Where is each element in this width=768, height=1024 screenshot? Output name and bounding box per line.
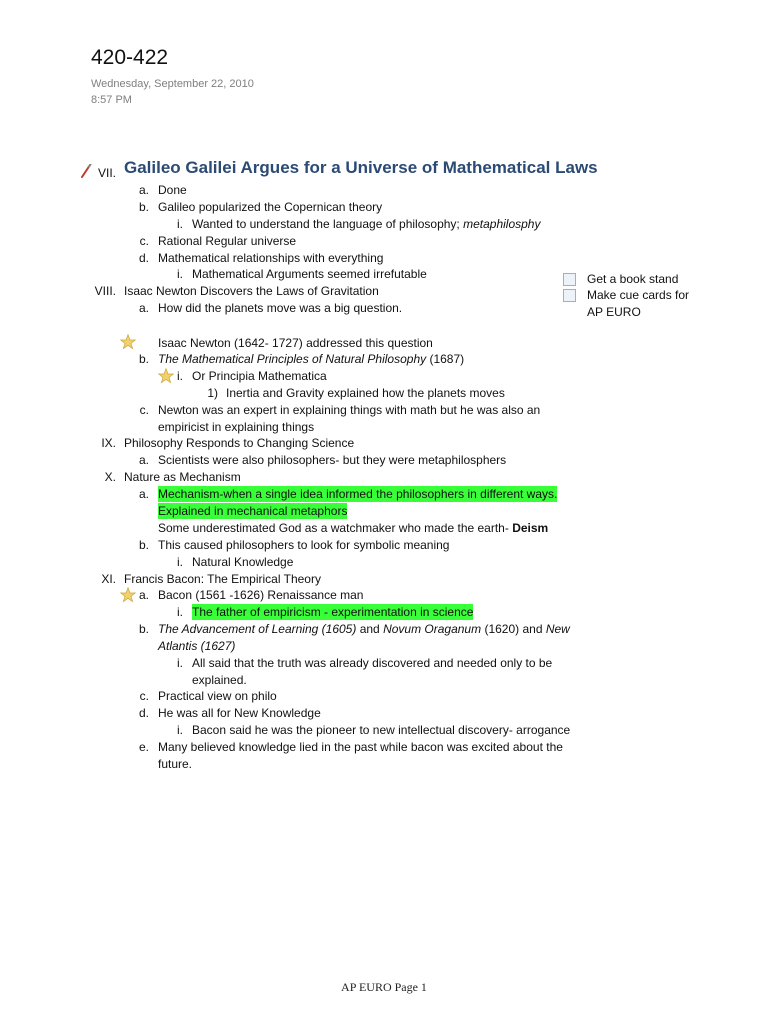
outline-marker: VII. bbox=[97, 166, 116, 180]
outline-text: Isaac Newton Discovers the Laws of Gravitation bbox=[124, 284, 379, 298]
outline-text: Newton was an expert in explaining things with math but he was also an bbox=[158, 403, 541, 417]
outline-text: (1687) bbox=[426, 352, 465, 366]
outline-text: Wanted to understand the language of philosophy; bbox=[192, 217, 464, 231]
highlighted-text: The father of empiricism - experimentation in science bbox=[192, 605, 474, 619]
outline-text: Mathematical relationships with everything bbox=[158, 251, 384, 265]
outline-text: Francis Bacon: The Empirical Theory bbox=[124, 572, 321, 586]
page-date: Wednesday, September 22, 2010 bbox=[91, 78, 254, 90]
checkbox-icon[interactable] bbox=[563, 289, 576, 302]
task-item-book-stand: Get a book stand bbox=[587, 272, 679, 286]
outline-text: Bacon said he was the pioneer to new intellectual discovery- arrogance bbox=[192, 723, 571, 737]
star-icon bbox=[120, 334, 136, 350]
outline-text: Scientists were also philosophers- but they were metaphilosphers bbox=[158, 453, 507, 467]
outline-marker: d. bbox=[138, 706, 149, 720]
outline-text: explained. bbox=[192, 673, 247, 687]
outline-marker: X. bbox=[104, 470, 116, 484]
outline-marker: a. bbox=[138, 588, 149, 602]
outline-text: Practical view on philo bbox=[158, 689, 277, 703]
page-title: 420-422 bbox=[91, 46, 169, 69]
outline-text-italic: New bbox=[545, 622, 570, 636]
outline-marker: c. bbox=[139, 234, 149, 248]
outline-text: Many believed knowledge lied in the past while bacon was excited about the bbox=[158, 740, 563, 754]
outline-text: Natural Knowledge bbox=[192, 555, 294, 569]
outline-text: Philosophy Responds to Changing Science bbox=[124, 436, 355, 450]
outline-text-bold: Deism bbox=[512, 521, 549, 535]
outline-marker: a. bbox=[138, 301, 149, 315]
outline-marker: d. bbox=[138, 251, 149, 265]
outline-marker: b. bbox=[138, 200, 149, 214]
outline-text: Galileo popularized the Copernican theory bbox=[158, 200, 383, 214]
outline-marker: i. bbox=[177, 369, 183, 383]
outline-marker: i. bbox=[177, 217, 183, 231]
outline-marker: i. bbox=[177, 555, 183, 569]
outline-text: He was all for New Knowledge bbox=[158, 706, 321, 720]
outline-marker: c. bbox=[139, 403, 149, 417]
outline-marker: a. bbox=[138, 453, 149, 467]
outline-marker: a. bbox=[138, 487, 149, 501]
outline-text: empiricist in explaining things bbox=[158, 420, 315, 434]
task-item-cue-cards: Make cue cards for bbox=[587, 288, 690, 302]
outline-text-italic: metaphilosphy bbox=[463, 217, 541, 231]
outline-text: Bacon (1561 -1626) Renaissance man bbox=[158, 588, 364, 602]
outline-marker: i. bbox=[177, 723, 183, 737]
outline-text: How did the planets move was a big question. bbox=[158, 301, 403, 315]
outline-text: Some underestimated God as a watchmaker who made the earth- bbox=[158, 521, 513, 535]
outline-text: Mathematical Arguments seemed irrefutable bbox=[192, 267, 427, 281]
outline-text: future. bbox=[158, 757, 193, 771]
highlighted-text: Explained in mechanical metaphors bbox=[158, 504, 348, 518]
outline-text: All said that the truth was already discovered and needed only to be bbox=[192, 656, 553, 670]
page-footer: AP EURO Page 1 bbox=[341, 980, 427, 994]
outline-text: and bbox=[356, 622, 384, 636]
outline-text-italic: Atlantis (1627) bbox=[158, 639, 236, 653]
outline-marker: IX. bbox=[101, 436, 116, 450]
outline-text-italic: Novum Oraganum bbox=[383, 622, 482, 636]
outline-text: Isaac Newton (1642- 1727) addressed this question bbox=[158, 336, 433, 350]
outline-text: Or Principia Mathematica bbox=[192, 369, 327, 383]
outline-text: Done bbox=[158, 183, 187, 197]
task-item-cue-cards-continued: AP EURO bbox=[587, 305, 641, 319]
outline-marker: b. bbox=[138, 352, 149, 366]
outline-marker: 1) bbox=[207, 386, 218, 400]
page-time: 8:57 PM bbox=[91, 94, 132, 106]
outline-marker: a. bbox=[138, 183, 149, 197]
outline-text: This caused philosophers to look for symbolic meaning bbox=[158, 538, 450, 552]
outline-marker: i. bbox=[177, 605, 183, 619]
outline-marker: e. bbox=[138, 740, 149, 754]
outline-marker: i. bbox=[177, 656, 183, 670]
outline-marker: XI. bbox=[101, 572, 116, 586]
checkbox-icon[interactable] bbox=[563, 273, 576, 286]
outline-marker: i. bbox=[177, 267, 183, 281]
outline-marker: VIII. bbox=[94, 284, 116, 298]
outline-text: Rational Regular universe bbox=[158, 234, 297, 248]
outline-text: Inertia and Gravity explained how the planets moves bbox=[226, 386, 505, 400]
outline-text-italic: The Advancement of Learning (1605) bbox=[158, 622, 357, 636]
outline-marker: b. bbox=[138, 538, 149, 552]
highlighted-text: Mechanism-when a single idea informed the philosophers in different ways. bbox=[158, 487, 558, 501]
outline-text: (1620) and bbox=[481, 622, 546, 636]
outline-text-italic: The Mathematical Principles of Natural Philosophy bbox=[158, 352, 427, 366]
section-heading: Galileo Galilei Argues for a Universe of Mathematical Laws bbox=[124, 158, 598, 177]
outline-text: Nature as Mechanism bbox=[124, 470, 241, 484]
outline-marker: b. bbox=[138, 622, 149, 636]
outline-marker: c. bbox=[139, 689, 149, 703]
